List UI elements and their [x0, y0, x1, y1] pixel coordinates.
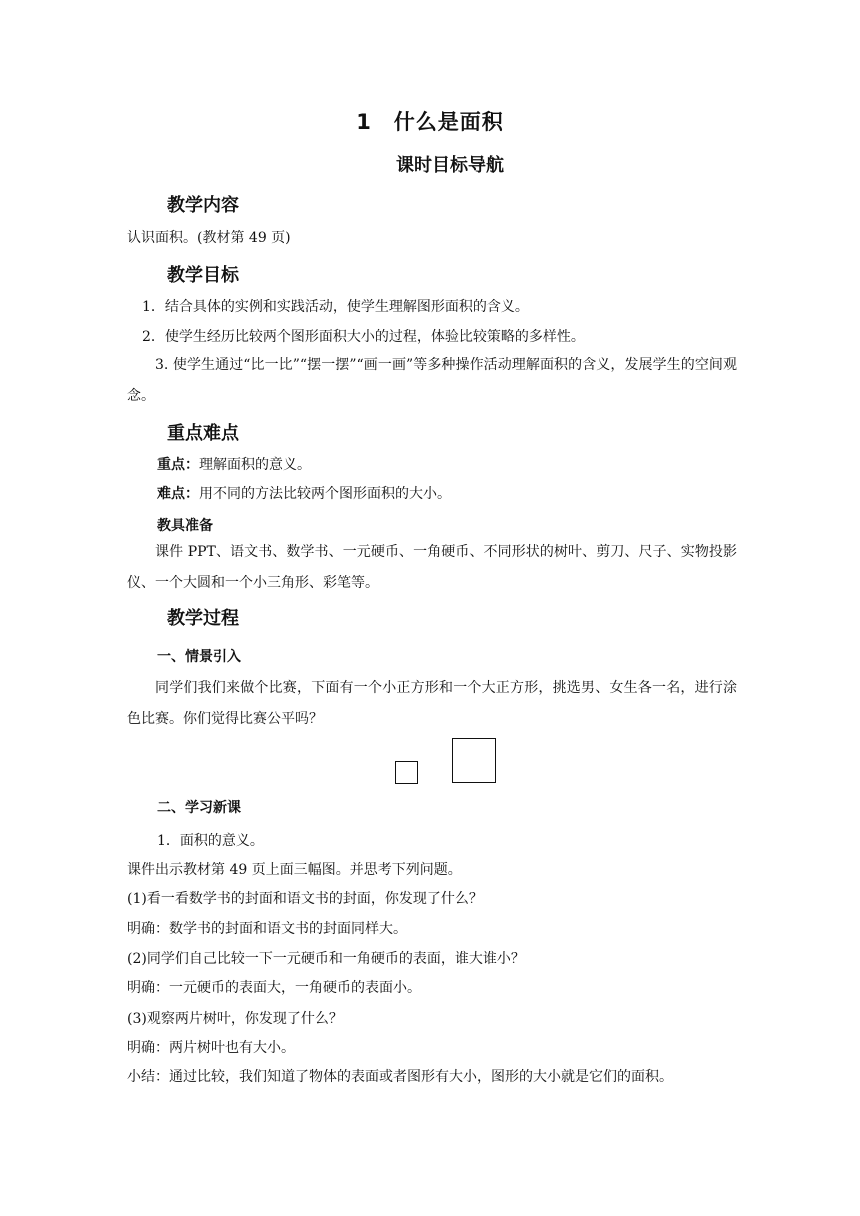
key-point-text: 理解面积的意义。 — [199, 457, 311, 473]
key-point-label: 重点： — [157, 457, 199, 473]
part2-line-2: 课件出示教材第 49 页上面三幅图。并思考下列问题。 — [127, 862, 462, 878]
goal-item-3: 3. 使学生通过“比一比”“摆一摆”“画一画”等多种操作活动理解面积的含义，发展学生的空间观念。 — [127, 357, 737, 404]
part1-text: 同学们我们来做个比赛，下面有一个小正方形和一个大正方形，挑选男、女生各一名，进行涂色比赛。你们觉得比赛公平吗？ — [127, 680, 737, 727]
section-heading-content: 教学内容 — [167, 195, 239, 216]
page-title: 1 什么是面积 — [356, 110, 504, 134]
part2-line-8: 明确：两片树叶也有大小。 — [127, 1040, 295, 1056]
part2-heading: 二、学习新课 — [157, 800, 241, 816]
goal-item-2: 2．使学生经历比较两个图形面积大小的过程，体验比较策略的多样性。 — [142, 329, 585, 345]
tools-heading: 教具准备 — [157, 518, 213, 534]
part2-line-1: 1．面积的意义。 — [157, 833, 264, 849]
part1-heading: 一、情景引入 — [157, 649, 241, 665]
small-square-figure — [395, 761, 418, 784]
part2-line-7: (3)观察两片树叶，你发现了什么？ — [127, 1011, 343, 1027]
content-text: 认识面积。(教材第 49 页) — [127, 230, 291, 246]
part2-line-4: 明确：数学书的封面和语文书的封面同样大。 — [127, 921, 407, 937]
goal-item-1: 1．结合具体的实例和实践活动，使学生理解图形面积的含义。 — [142, 299, 529, 315]
section-heading-key: 重点难点 — [167, 423, 239, 444]
large-square-figure — [452, 738, 496, 783]
key-point — [157, 456, 311, 474]
section-heading-process: 教学过程 — [167, 608, 239, 629]
difficult-point-label: 难点： — [157, 486, 199, 502]
page-subtitle: 课时目标导航 — [396, 155, 504, 176]
part2-line-3: (1)看一看数学书的封面和语文书的封面，你发现了什么？ — [127, 891, 483, 907]
section-heading-goals: 教学目标 — [167, 265, 239, 286]
tools-text: 课件 PPT、语文书、数学书、一元硬币、一角硬币、不同形状的树叶、剪刀、尺子、实物投影仪、一个大圆和一个小三角形、彩笔等。 — [127, 544, 737, 591]
part2-line-9: 小结：通过比较，我们知道了物体的表面或者图形有大小，图形的大小就是它们的面积。 — [127, 1069, 673, 1085]
part2-line-5: (2)同学们自己比较一下一元硬币和一角硬币的表面，谁大谁小？ — [127, 951, 525, 967]
part2-line-6: 明确：一元硬币的表面大，一角硬币的表面小。 — [127, 980, 421, 996]
difficult-point — [157, 485, 451, 503]
difficult-point-text: 用不同的方法比较两个图形面积的大小。 — [199, 486, 451, 502]
